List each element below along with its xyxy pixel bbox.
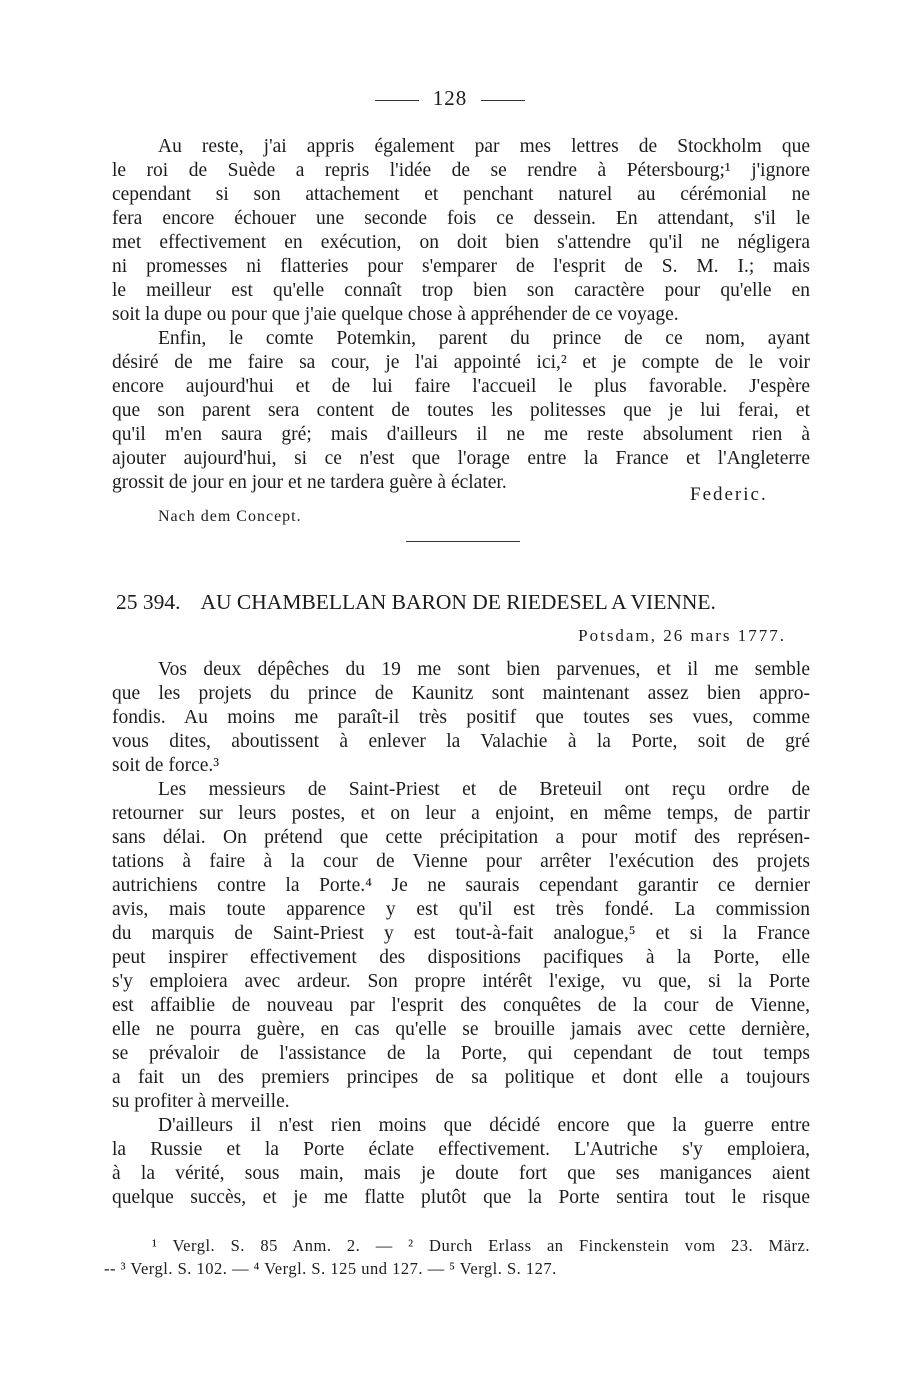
- dateline: Potsdam, 26 mars 1777.: [578, 626, 786, 645]
- text-line: quelque succès, et je me flatte plutôt que la Porte sentira tout le risque: [112, 1187, 810, 1208]
- text-line: Vos deux dépêches du 19 me sont bien parvenues, et il me semble: [158, 659, 810, 680]
- text-line: ajouter aujourd'hui, si ce n'est que l'orage entre la France et l'Angleterre: [112, 448, 810, 469]
- text-line: désiré de me faire sa cour, je l'ai appointé ici,² et je compte de le voir: [112, 352, 810, 373]
- text-line: su profiter à merveille.: [112, 1091, 290, 1112]
- text-line: que les projets du prince de Kaunitz sont maintenant assez bien appro-: [112, 683, 810, 704]
- text-line: a fait un des premiers principes de sa politique et dont elle a toujours: [112, 1067, 810, 1088]
- footnote-line: ¹ Vergl. S. 85 Anm. 2. — ² Durch Erlass an Finckenstein vom 23. März.: [152, 1236, 810, 1255]
- letter-heading: [116, 590, 810, 615]
- text-line: que son parent sera content de toutes les politesses que je lui ferai, et: [112, 400, 810, 421]
- text-line: ni promesses ni flatteries pour s'emparer de l'esprit de S. M. I.; mais: [112, 256, 810, 277]
- text-line: vous dites, aboutissent à enlever la Valachie à la Porte, soit de gré: [112, 731, 810, 752]
- text-line: tations à faire à la cour de Vienne pour arrêter l'exécution des projets: [112, 851, 810, 872]
- text-line: se prévaloir de l'assistance de la Porte, qui cependant de tout temps: [112, 1043, 810, 1064]
- text-line: s'y emploiera avec ardeur. Son propre intérêt l'exige, vu que, si la Porte: [112, 971, 810, 992]
- text-line: retourner sur leurs postes, et on leur a enjoint, en même temps, de partir: [112, 803, 810, 824]
- text-line: fera encore échouer une seconde fois ce dessein. En attendant, s'il le: [112, 208, 810, 229]
- text-line: cependant si son attachement et penchant naturel au cérémonial ne: [112, 184, 810, 205]
- letter-number: 25 394.: [116, 590, 181, 614]
- text-line: le meilleur est qu'elle connaît trop bien son caractère pour qu'elle en: [112, 280, 810, 301]
- section-separator: [406, 541, 520, 542]
- text-line: Enfin, le comte Potemkin, parent du prince de ce nom, ayant: [158, 328, 810, 349]
- signature: Federic.: [690, 484, 768, 505]
- text-line: sans délai. On prétend que cette précipitation a pour motif des représen-: [112, 827, 810, 848]
- text-line: le roi de Suède a repris l'idée de se rendre à Pétersbourg;¹ j'ignore: [112, 160, 810, 181]
- text-line: qu'il m'en saura gré; mais d'ailleurs il ne me reste absolument rien à: [112, 424, 810, 445]
- text-line: avis, mais toute apparence y est qu'il est très fondé. La commission: [112, 899, 810, 920]
- text-line: soit la dupe ou pour que j'aie quelque chose à appréhender de ce voyage.: [112, 304, 679, 325]
- page-number-rule-right: [481, 100, 525, 101]
- text-line: fondis. Au moins me paraît-il très positif que toutes ses vues, comme: [112, 707, 810, 728]
- text-line: peut inspirer effectivement des dispositions pacifiques à la Porte, elle: [112, 947, 810, 968]
- footnote-line: -- ³ Vergl. S. 102. — ⁴ Vergl. S. 125 und 127. — ⁵ Vergl. S. 127.: [104, 1259, 557, 1278]
- text-line: encore aujourd'hui et de lui faire l'accueil le plus favorable. J'espère: [112, 376, 810, 397]
- page-number: 128: [0, 86, 900, 111]
- text-line: met effectivement en exécution, on doit bien s'attendre qu'il ne négligera: [112, 232, 810, 253]
- page-number-rule-left: [375, 100, 419, 101]
- text-line: D'ailleurs il n'est rien moins que décidé encore que la guerre entre: [158, 1115, 810, 1136]
- text-line: autrichiens contre la Porte.⁴ Je ne saurais cependant garantir ce dernier: [112, 875, 810, 896]
- text-line: est affaiblie de nouveau par l'esprit des conquêtes de la cour de Vienne,: [112, 995, 810, 1016]
- letter-title: AU CHAMBELLAN BARON DE RIEDESEL A VIENNE.: [200, 590, 716, 614]
- text-line: Au reste, j'ai appris également par mes lettres de Stockholm que: [158, 136, 810, 157]
- source-note: Nach dem Concept.: [158, 508, 302, 525]
- text-line: soit de force.³: [112, 755, 220, 776]
- text-line: Les messieurs de Saint-Priest et de Breteuil ont reçu ordre de: [158, 779, 810, 800]
- text-line: la Russie et la Porte éclate effectivement. L'Autriche s'y emploiera,: [112, 1139, 810, 1160]
- text-line: grossit de jour en jour et ne tardera guère à éclater.: [112, 472, 507, 493]
- text-line: du marquis de Saint-Priest y est tout-à-fait analogue,⁵ et si la France: [112, 923, 810, 944]
- text-line: elle ne pourra guère, en cas qu'elle se brouille jamais avec cette dernière,: [112, 1019, 810, 1040]
- text-line: à la vérité, sous main, mais je doute fort que ses manigances aient: [112, 1163, 810, 1184]
